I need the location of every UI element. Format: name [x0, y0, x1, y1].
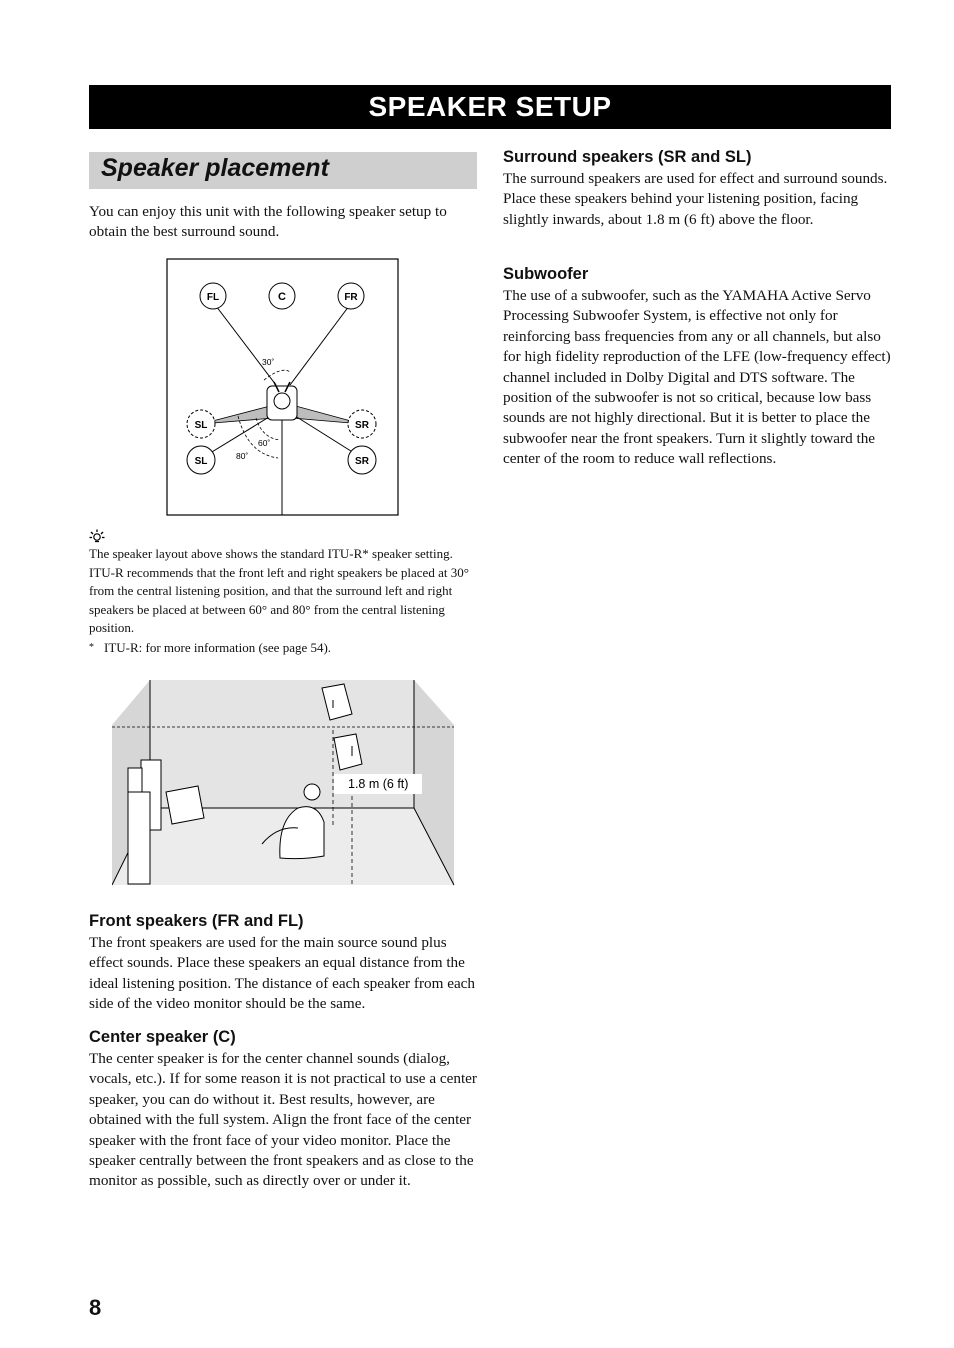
page-title: SPEAKER SETUP [89, 85, 891, 129]
page-number: 8 [89, 1295, 102, 1320]
speaker-sl-80 [187, 446, 215, 474]
speaker-sr-80 [348, 446, 376, 474]
speaker-c [269, 283, 295, 309]
angle-80-label: 80˚ [236, 451, 249, 461]
footnote-mark: * [89, 642, 94, 653]
subwoofer-heading: Subwoofer [503, 265, 589, 283]
footnote-text: ITU-R: for more information (see page 54). [104, 640, 332, 655]
svg-text:SR: SR [355, 456, 369, 467]
svg-text:FL: FL [206, 292, 220, 303]
angle-30-label: 30˚ [262, 357, 275, 367]
room-illustration [112, 680, 456, 886]
itu-note: The speaker layout above shows the standard ITU-R* speaker setting. ITU-R recommends that the front left and right speakers be placed at 30° from the central listening position, and that the surround left and right speakers be placed at between 60° and 80° from the central listening position. [89, 546, 469, 636]
speaker-fr [338, 283, 364, 309]
surround-text: The surround speakers are used for effect and surround sounds. Place these speakers behind your listening position, facing slightly inwards, about 1.8 m (6 ft) above the floor. [503, 170, 888, 228]
height-label: 1.8 m (6 ft) [348, 777, 409, 791]
speaker-sl-60 [187, 410, 215, 438]
speaker-fl [200, 283, 226, 309]
angle-60-label: 60˚ [258, 438, 271, 448]
svg-text:FR: FR [344, 292, 358, 303]
speaker-sr-60 [348, 410, 376, 438]
section-heading-box [89, 152, 477, 189]
front-text: The front speakers are used for the main source sound plus effect sounds. Place these speakers an equal distance from the ideal listening position. The distance of each speaker from each side of the video monitor should be the same. [89, 934, 476, 1013]
svg-text:SL: SL [194, 456, 208, 467]
svg-text:SL: SL [194, 420, 208, 431]
svg-text:SR: SR [355, 420, 369, 431]
center-text: The center speaker is for the center channel sounds (dialog, vocals, etc.). If for some reason it is not practical to use a center speaker, you can do without it. Best results, however, are obtained with the full system. Align the front face of the center speaker with the front face of your video monitor. Place the speaker centrally between the front speakers and as close to the monitor as possible, such as directly over or under it. [89, 1050, 477, 1190]
surround-heading: Surround speakers (SR and SL) [503, 148, 752, 166]
lightbulb-icon [89, 529, 105, 543]
center-heading: Center speaker (C) [89, 1028, 236, 1046]
section-heading: Speaker placement [101, 154, 329, 182]
front-heading: Front speakers (FR and FL) [89, 912, 304, 930]
speaker-layout-diagram [166, 258, 399, 516]
svg-text:C: C [278, 291, 286, 303]
subwoofer-text: The use of a subwoofer, such as the YAMAHA Active Servo Processing Subwoofer System, is effective not only for reinforcing bass frequencies from any or all channels, but also for high fidelity reproduction of the LFE (low-frequency effect) channel included in Dolby Digital and DTS software. The position of the subwoofer is not so critical, because low bass sounds are not highly directional. But it is better to place the subwoofer near the front speakers. Turn it slightly toward the center of the room to reduce wall reflections. [503, 287, 891, 468]
intro-text: You can enjoy this unit with the following speaker setup to obtain the best surround sound. [89, 203, 447, 241]
